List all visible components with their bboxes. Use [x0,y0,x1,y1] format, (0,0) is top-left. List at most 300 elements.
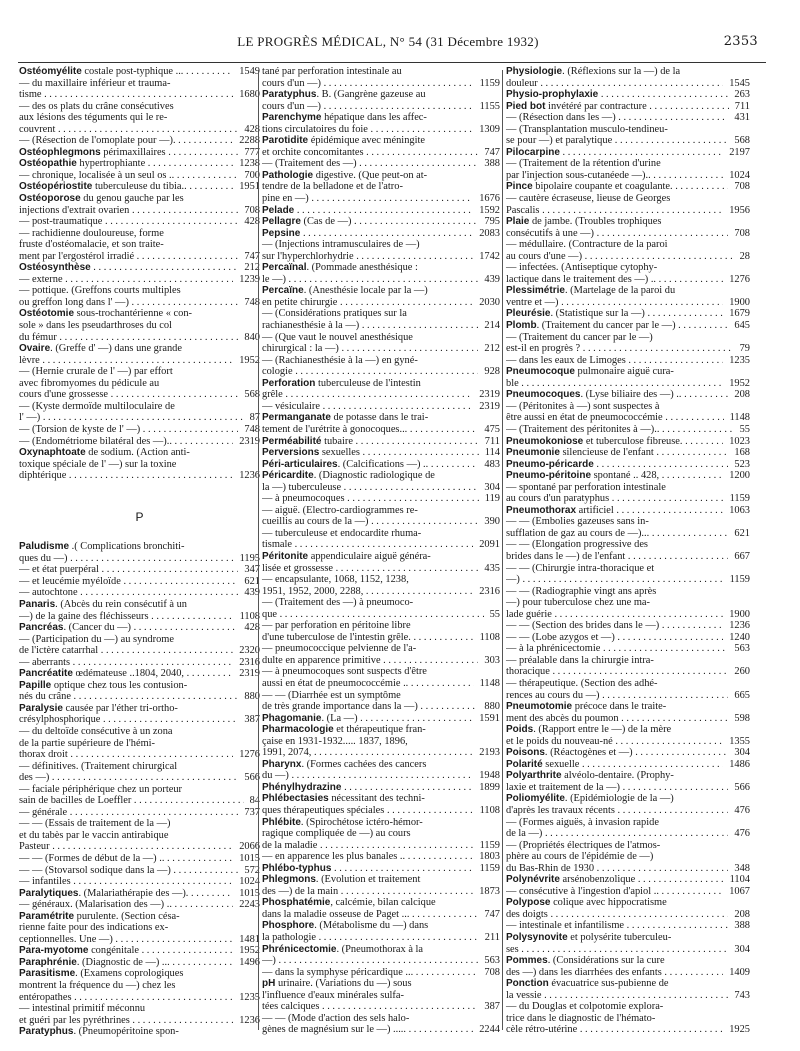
entry-text [19,611,234,623]
index-entry [19,980,260,992]
index-entry [506,135,750,147]
entry-description: la pathologie [262,932,316,944]
entry-description: d'une tuberculose de l'intestin grêle. [262,631,411,643]
entry-keyword: Pharynx [262,758,302,770]
entry-text [506,724,750,736]
page-reference: 748 [244,296,260,308]
entry-text [262,759,500,771]
entry-text [19,158,233,170]
entry-description: tisme [19,89,42,101]
entry-description: du genou gauche par les [80,193,184,205]
page-reference: 563 [484,955,500,967]
entry-description: pine en —) [262,193,309,205]
entry-description: — (Injections intramusculaires de —) [262,239,420,251]
page-reference: 568 [244,389,260,401]
index-entry [19,412,260,424]
entry-description: — autochtone [19,587,78,599]
entry-description: — — (Embolies gazeuses sans in- [506,516,649,528]
entry-description: lactique dans le traitement des —) .. [506,273,657,285]
index-entry [506,436,750,448]
entry-description: . (Diagnostic radiologique de [313,470,435,482]
entry-keyword: Pied bot [506,100,546,112]
entry-text [19,657,233,669]
index-entry [262,597,500,609]
entry-description: — tuberculeuse et endocardite rhuma- [262,527,422,539]
index-entry [506,66,750,78]
entry-text [262,920,500,932]
entry-keyword: Parenchyme [262,112,322,124]
index-entry [506,817,750,829]
index-entry [19,818,260,830]
entry-text [262,308,500,320]
index-entry [506,251,750,263]
entry-text [262,158,478,170]
index-entry [262,932,500,944]
entry-text [262,897,500,909]
entry-description: laxie et traitement de la —) [506,781,620,793]
index-entry [506,955,750,967]
entry-description: — définitives. (Traitement chirurgical [19,760,178,772]
entry-description: — générale [19,806,68,818]
entry-description: . (Réflexions sur la —) de la [562,66,681,77]
index-entry [506,990,750,1002]
entry-text [262,782,473,794]
page-reference: 1235 [729,354,750,366]
entry-text [19,66,233,78]
entry-description: — intestinale et infantilisme [506,920,625,932]
entry-text [506,436,723,448]
entry-text [506,759,723,771]
page-reference: 708 [734,181,750,193]
page-reference: 1159 [479,839,500,851]
index-entry [506,274,750,286]
entry-keyword: Péricardite [262,470,314,482]
entry-text [19,714,238,726]
page-reference: 1108 [239,610,260,622]
entry-description: . (Spirochétose ictéro-hémor- [300,816,423,828]
entry-keyword: Phosphore [262,920,315,932]
index-entry [506,563,750,575]
entry-text [19,89,233,101]
entry-text [19,865,238,877]
entry-text [19,807,238,819]
index-entry [19,1026,260,1038]
entry-description: des —) dans les diarrhées des enfants [506,966,662,978]
index-entry [19,112,260,124]
page-header [18,34,758,50]
entry-text [19,784,260,796]
entry-text [506,666,728,678]
entry-keyword: Plaie [506,216,530,228]
entry-text [262,493,479,505]
index-entry [506,205,750,217]
entry-keyword: Pelade [262,204,295,216]
page-reference: 880 [484,701,500,713]
entry-text [262,909,478,921]
index-entry [19,78,260,90]
entry-description: — (Traitement du cancer par le —) [506,331,653,343]
entry-description: — par perforation en péritoine libre [262,620,411,632]
entry-text [19,355,233,367]
entry-description: — (Que vaut le nouvel anesthésique [262,331,413,343]
index-entry [262,447,500,459]
page-reference: 2083 [479,227,500,239]
page-reference: 79 [739,343,750,355]
entry-text [19,401,260,413]
page-reference: 347 [244,564,260,576]
entry-description: — (Traitement des péritonites à —).. [506,423,660,435]
entry-keyword: Pancréatite [19,668,73,680]
entry-description: — (Formes aiguës, à invasion rapide [506,816,659,828]
entry-keyword: Pneumo-péricarde [506,458,594,470]
entry-text [19,749,233,761]
page-reference: 476 [734,805,750,816]
entry-text [506,332,750,344]
index-entry [19,691,260,703]
index-entry [19,968,260,980]
index-entry [506,805,750,817]
entry-description: — préalable dans la chirurgie intra- [506,654,654,666]
entry-text [506,274,723,286]
entry-text [19,1003,260,1015]
entry-description: . (Epidémiologie de la —) [564,793,674,805]
entry-description: — rachidienne douloureuse, forme [19,227,164,239]
page-reference: 708 [484,966,500,978]
entry-text [262,713,473,725]
index-entry [262,678,500,690]
page-reference: 700 [244,169,260,181]
index-entry [262,967,500,979]
index-entry [262,216,500,228]
page-reference: 1239 [239,273,260,285]
page-reference: 1592 [479,204,500,216]
entry-description: — encapsulante, 1068, 1152, 1238, [262,574,409,586]
page-reference: 928 [484,366,500,378]
entry-description: que [262,608,278,620]
entry-description: (Cas de —) [300,216,352,228]
page-reference: 1276 [729,273,750,285]
entry-description: Pasteur [19,841,50,853]
page-reference: 1900 [729,296,750,308]
entry-keyword: Paralysie [19,702,63,714]
entry-text [506,424,734,436]
entry-description: . (Abcès du rein consécutif à un [55,598,187,610]
entry-keyword: Phagomanie [262,712,322,724]
entry-text [506,632,723,644]
entry-description: au cours d'une —) [506,250,583,262]
index-entry [506,332,750,344]
entry-text [19,818,260,830]
entry-description: hypertrophiante [76,158,146,170]
page-reference: 476 [734,828,750,840]
entry-description: d'après les travaux récents [506,805,615,816]
index-list [506,66,750,1036]
entry-text [506,170,723,182]
entry-description: — chronique, localisée à un seul os .. [19,169,175,181]
entry-text [19,992,233,1004]
page-reference: 747 [484,908,500,920]
entry-text [19,934,233,946]
page-reference: 737 [244,806,260,818]
entry-text [262,412,500,424]
entry-text [19,691,238,703]
entry-description: — (Péritonites à —) sont suspectes à [506,400,660,412]
index-entry [19,355,260,367]
index-entry [19,876,260,888]
entry-keyword: Perversions [262,447,320,459]
entry-description: . (Réactogènes et —) [544,747,633,759]
entry-description: cours d'une grossesse [19,389,109,401]
entry-description: de potasse dans le trai- [330,412,429,424]
entry-description: . (Examens coprologiques [75,968,184,980]
entry-text [262,355,500,367]
entry-description: — consécutive à l'ingestion d'apiol .. [506,885,659,897]
page-reference: 711 [734,100,750,112]
index-entry [506,170,750,182]
index-entry [506,920,750,932]
entry-keyword: Parotidite [262,135,309,147]
entry-description: — et leucémie myéloïde [19,575,121,587]
page-reference: 2319 [239,668,260,680]
entry-description: et thérapeutique fran- [333,724,426,736]
index-entry [262,655,500,667]
page-reference: 1159 [479,862,500,874]
entry-keyword: Ostéopériostite [19,181,93,193]
entry-description: urinaire. (Variations du —) sous [275,978,412,990]
entry-text [506,539,750,551]
page-reference: 1195 [239,552,260,564]
entry-text [506,563,750,575]
entry-keyword: Plomb [506,320,537,332]
entry-text [506,89,728,101]
entry-text [19,424,238,436]
index-entry [506,747,750,759]
entry-text [506,828,728,840]
entry-description: . B. (Gangrène gazeuse au [316,89,426,101]
entry-text [19,447,260,459]
index-entry [19,147,260,159]
entry-keyword: Pathologie [262,169,314,181]
entry-text [262,1013,500,1025]
page-reference: 1159 [729,574,750,586]
index-entry [506,828,750,840]
entry-text [506,78,723,90]
entry-keyword: pH [262,978,276,990]
entry-text [19,576,238,588]
entry-description: pulmonaire aiguë cura- [574,366,674,378]
index-entry [262,978,500,990]
entry-text [506,793,750,805]
entry-description: et polysérite tuberculeu- [567,932,672,944]
entry-description: . (Métabolisme du —) dans [314,920,429,932]
entry-description: tubaire [321,435,353,447]
page-reference: 1486 [729,758,750,770]
index-entry [506,516,750,528]
entry-text [262,632,474,644]
entry-text [506,920,728,932]
entry-text [506,366,750,378]
entry-description: — — (Mode d'action des sels halo- [262,1012,410,1024]
index-entry [506,863,750,875]
page-reference: 2288 [239,135,260,147]
page-reference: 1742 [479,250,500,262]
header-rule [18,62,766,63]
entry-text [19,170,238,182]
entry-description: brides dans le —) de l'enfant [506,550,626,562]
entry-description: — en apparence les plus banales .. [262,851,406,863]
entry-keyword: Poids [506,724,534,736]
index-entry [506,320,750,332]
index-entry [19,599,260,611]
entry-description: nécessitant des techni- [328,793,425,805]
entry-text [19,841,233,853]
index-entry [506,112,750,124]
entry-text [262,678,474,690]
entry-description: thorax droit [19,749,68,761]
index-entry [19,320,260,332]
index-entry [262,632,500,644]
index-entry [506,493,750,505]
entry-keyword: Ovaire [19,343,51,355]
entry-description: et le poids du nouveau-né [506,735,613,747]
entry-description: — — (Essais de traitement de la —) [19,818,171,830]
page-reference: 2316 [479,585,500,597]
entry-text [506,124,750,136]
entry-text [262,690,500,702]
entry-text [262,193,473,205]
index-entry [262,747,500,759]
entry-description: être aussi en état de pneumococcémie [506,412,663,424]
entry-description: aux lésions des téguments qui le re- [19,112,168,124]
entry-keyword: Papille [19,679,52,691]
page-reference: 1496 [239,956,260,968]
entry-text [506,493,724,505]
entry-text [506,609,723,621]
page-reference: 212 [484,343,500,355]
index-entry [506,1001,750,1013]
entry-description: — spontané par perforation intestinale [506,481,666,493]
index-entry [19,541,260,553]
entry-text [506,597,750,609]
entry-text [506,678,750,690]
page-reference: 665 [734,689,750,701]
index-entry [19,297,260,309]
page-reference: 1676 [479,193,500,205]
entry-description: silencieuse de l'enfant [559,447,654,459]
entry-text [262,205,473,217]
page-reference: 475 [484,423,500,435]
page-reference: 1925 [729,1024,750,1036]
entry-keyword: Phénylhydrazine [262,781,342,793]
entry-text [262,805,474,817]
page-reference: 748 [244,423,260,435]
entry-text [19,274,233,286]
entry-keyword: Pneumotomie [506,701,573,713]
entry-text [506,181,728,193]
page-reference: 2316 [239,656,260,668]
entry-description: invétéré par contracture [545,100,647,112]
column-1 [19,66,260,1038]
entry-text [262,817,500,829]
entry-description: de l'ictère catarrhal [19,645,99,657]
entry-description: crésylphosphorique [19,714,101,726]
index-entry [19,216,260,228]
index-entry [19,135,260,147]
entry-text [506,193,750,205]
entry-text [262,586,473,598]
entry-description: couvrent [19,123,56,135]
index-entry [262,251,500,263]
page-reference: 1024 [239,876,260,888]
index-entry [506,690,750,702]
entry-text [19,470,233,482]
index-entry [19,228,260,240]
entry-text [262,228,473,240]
index-entry [262,736,500,748]
index-entry [262,355,500,367]
index-entry [19,795,260,807]
entry-description: — du maxillaire inférieur et trauma- [19,77,171,89]
entry-description: du —) [262,770,289,782]
index-entry [506,470,750,482]
entry-text [506,285,750,297]
index-list [262,66,500,1036]
entry-text [262,251,473,263]
index-entry [19,378,260,390]
entry-description: . (Martelage de la paroi du [564,285,676,297]
index-entry [506,655,750,667]
entry-description: — — (Elongation progressive des [506,539,648,551]
entry-description: — infectées. (Antiseptique cytophy- [506,262,658,274]
index-entry [19,459,260,471]
entry-keyword: Polynévrite [506,874,560,886]
entry-text [262,181,500,193]
entry-description: sexuelle [542,758,580,770]
index-entry [262,643,500,655]
page-reference: 1545 [729,77,750,89]
entry-text [19,228,260,240]
index-entry [506,124,750,136]
page-reference: 1155 [479,100,500,112]
entry-description: — pneumococcique pelvienne de l'a- [262,643,417,655]
index-entry [262,378,500,390]
page-reference: 1956 [729,204,750,216]
entry-description: — pottique. (Greffons courts multiples [19,285,181,297]
entry-description: — du deltoïde consécutive à un zona [19,725,173,737]
entry-description: çaise en 1931-1932..... 1837, 1896, [262,735,408,747]
entry-text [19,957,233,969]
page-reference: 563 [734,643,750,655]
entry-description: ventre et —) [506,296,559,308]
entry-description: — (Torsion de kyste de l' —) [19,423,141,435]
index-entry [506,228,750,240]
entry-description: avec fibromyomes du pédicule au [19,377,160,389]
index-entry [262,1024,500,1036]
entry-text [19,888,233,900]
index-entry [19,564,260,576]
index-entry [262,620,500,632]
entry-keyword: Plessimétrie [506,285,565,297]
page-reference: 747 [484,146,500,158]
index-entry [19,308,260,320]
page-reference: 1236 [729,620,750,632]
entry-description: de la partie supérieure de l'hémi- [19,737,156,749]
page-reference: 1951 [239,181,260,193]
entry-text [19,135,233,147]
index-entry [262,793,500,805]
page-reference: 880 [244,691,260,703]
entry-text [506,978,750,990]
